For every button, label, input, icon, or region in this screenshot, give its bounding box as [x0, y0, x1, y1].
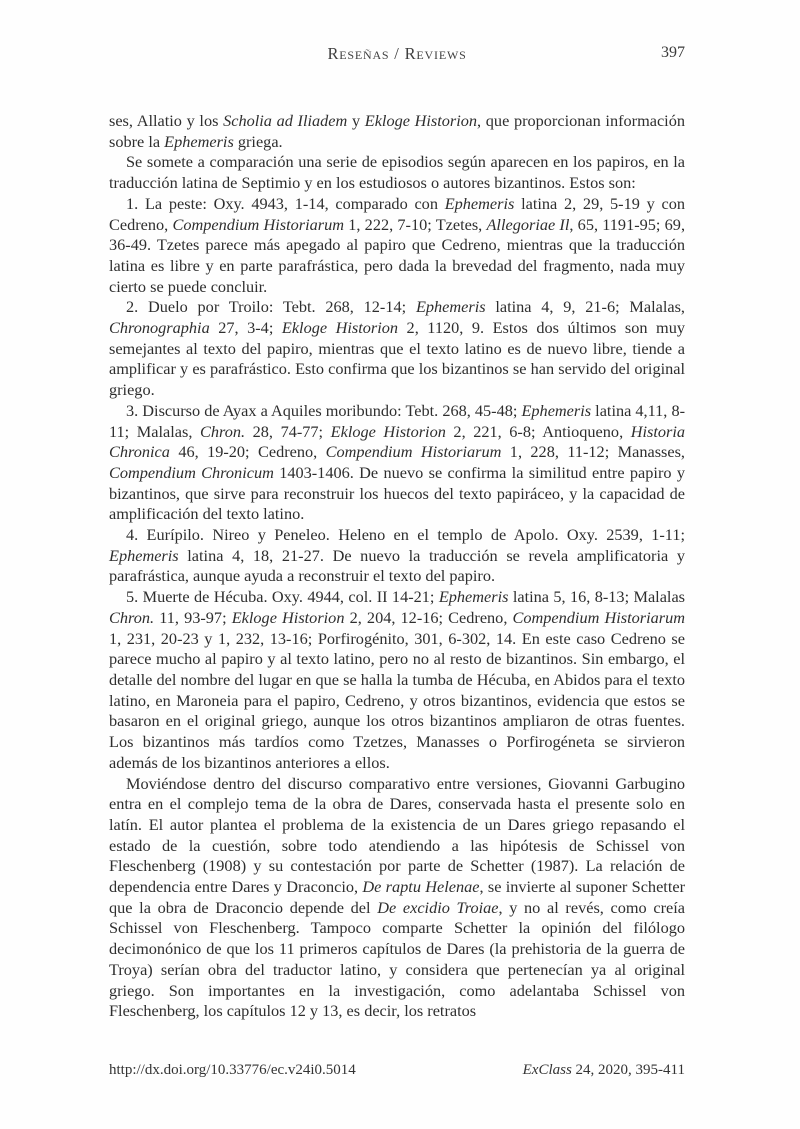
body-paragraph — [109, 401, 685, 525]
plain-text: 27, 3-4; — [209, 318, 282, 338]
body-paragraph — [109, 152, 685, 193]
italic-text: Compendium Chronicum — [109, 462, 274, 482]
italic-text: De excidio Troiae — [377, 897, 499, 917]
italic-text: Ephemeris — [415, 297, 486, 317]
plain-text: griega. — [233, 131, 283, 151]
body-paragraph — [109, 297, 685, 401]
plain-text: 3. Discurso de Ayax a Aquiles moribundo: Tebt. 268, 45-48; — [126, 400, 522, 420]
plain-text: 1, 228, 11-12; Manasses, — [501, 442, 686, 462]
italic-text: Ephemeris — [164, 131, 234, 151]
plain-text: , 65, 1191-95; 69, 36-49. Tzetes parece más apegado al papiro que Cedreno, mientras que la traducción latina es libre y en parte parafrástica, pero dada la brevedad del fragmento, nada muy cierto se puede concluir. — [109, 214, 686, 296]
italic-text: Ekloge Historion — [281, 318, 399, 338]
plain-text: 28, 74-77; — [245, 421, 331, 441]
page-number: 397 — [661, 44, 685, 61]
italic-text: Ekloge Historion — [231, 607, 345, 627]
plain-text: Moviéndose dentro del discurso comparativo entre versiones, Giovanni Garbugino entra en el complejo tema de la obra de Dares, conservada hasta el presente solo en latín. El autor plantea el problema de la existencia de un Dares griego repasando el estado de la cuestión, sobre todo atendiendo a las hipótesis de Schissel von Fleschenberg (1908) y su contestación por parte de Schetter (1987). La relación de dependencia entre Dares y Draconcio, — [109, 773, 685, 897]
plain-text: 1403-1406. De nuevo se confirma la similitud entre papiro y bizantinos, que sirve para reconstruir los huecos del texto papiráceo, y la capacidad de amplificación del texto latino. — [109, 462, 685, 524]
italic-text: Chron. — [109, 607, 155, 627]
journal-name: ExClass — [522, 1062, 572, 1078]
plain-text: 5. Muerte de Hécuba. Oxy. 4944, col. II 14-21; — [126, 587, 439, 607]
italic-text: Compendium Historiarum — [325, 442, 502, 462]
plain-text: 2, 1120, 9. Estos dos últimos son muy semejantes al texto del papiro, mientras que el texto latino es de nuevo libre, tiende a amplificar y es parafrástico. Esto confirma que los bizantinos se han servido del original griego. — [109, 318, 685, 400]
plain-text: latina 4,11, 8-11; Malalas, — [109, 400, 686, 441]
body-paragraph — [109, 111, 685, 152]
body-paragraph — [109, 587, 685, 773]
italic-text: Ephemeris — [438, 587, 509, 607]
body-paragraph — [109, 774, 685, 1022]
plain-text: y — [347, 111, 365, 130]
italic-text: Ephemeris — [521, 400, 592, 420]
italic-text: Ephemeris — [444, 193, 515, 213]
running-head-title: Reseñas / Reviews — [327, 44, 467, 63]
plain-text: , se invierte al suponer Schetter que la obra de Draconcio depende del — [109, 877, 685, 917]
journal-issue-pages: 24, 2020, 395-411 — [571, 1062, 685, 1078]
italic-text: Chronographia — [109, 318, 210, 338]
italic-text: Historia Chronica — [109, 421, 686, 462]
plain-text: 2, 221, 6-8; Antioqueno, — [445, 421, 631, 441]
plain-text: 1, 222, 7-10; Tzetes, — [344, 214, 487, 234]
plain-text: 2. Duelo por Troilo: Tebt. 268, 12-14; — [126, 297, 416, 317]
doi-text: http://dx.doi.org/10.33776/ec.v24i0.5014 — [109, 1062, 356, 1078]
plain-text: latina 4, 9, 21-6; Malalas, — [485, 297, 685, 317]
italic-text: Scholia ad Iliadem — [223, 111, 348, 130]
plain-text: 4. Eurípilo. Nireo y Peneleo. Heleno en el templo de Apolo. Oxy. 2539, 1-11; — [126, 525, 685, 545]
plain-text: latina 5, 16, 8-13; Malalas — [508, 587, 686, 607]
plain-text: , y no al revés, como creía Schissel von Fleschenberg. Tampoco comparte Schetter la opinión del filólogo decimonónico de que los 11 primeros capítulos de Dares (la prehistoria de la guerra de Troya) serían obra del traductor latino, y considera que pertenecían ya al original griego. Son importantes en la investigación, como adelantaba Schissel von Fleschenberg, los capítulos 12 y 13, es decir, los retratos — [109, 897, 685, 1021]
running-head — [109, 44, 685, 64]
body-paragraph — [109, 525, 685, 587]
plain-text: Se somete a comparación una serie de episodios según aparecen en los papiros, en la traducción latina de Septimio y en los estudiosos o autores bizantinos. Estos son: — [109, 152, 685, 193]
italic-text: Compendium Historiarum — [512, 607, 685, 627]
plain-text: , que proporcionan información sobre la — [109, 111, 685, 151]
plain-text: 11, 93-97; — [154, 607, 232, 627]
italic-text: Ekloge Historion — [364, 111, 478, 130]
plain-text: ses, Allatio y los — [109, 111, 224, 130]
italic-text: Compendium Historiarum — [172, 214, 345, 234]
plain-text: 1. La peste: Oxy. 4943, 1-14, comparado con — [126, 193, 445, 213]
plain-text: 1, 231, 20-23 y 1, 232, 13-16; Porfirogénito, 301, 6-302, 14. En este caso Cedreno se parece mucho al papiro y al texto latino, pero no al resto de bizantinos. Sin embargo, el detalle del nombre del lugar en que se halla la tumba de Hécuba, en Abidos para el texto latino, en Maroneia para el papiro, Cedreno, y otros bizantinos, evidencia que estos se basaron en el original griego, aunque los otros bizantinos ampliaron de otras fuentes. Los bizantinos más tardíos como Tzetzes, Manasses o Porfirogéneta se sirvieron además de los bizantinos anteriores a ellos. — [109, 628, 685, 772]
plain-text: 2, 204, 12-16; Cedreno, — [344, 607, 513, 627]
italic-text: De raptu Helenae — [362, 877, 480, 897]
plain-text: latina 2, 29, 5-19 y con Cedreno, — [109, 193, 685, 234]
journal-citation — [523, 1062, 685, 1079]
plain-text: 46, 19-20; Cedreno, — [169, 442, 326, 462]
italic-text: Ephemeris — [109, 545, 179, 565]
page-footer — [109, 1062, 685, 1079]
italic-text: Ekloge Historion — [330, 421, 446, 441]
italic-text: Allegoriae Il — [486, 214, 570, 234]
body-text — [109, 111, 685, 1022]
plain-text: latina 4, 18, 21-27. De nuevo la traducción se revela amplificatoria y parafrástica, aunque ayuda a reconstruir el texto del papiro. — [109, 545, 685, 586]
body-paragraph — [109, 194, 685, 298]
italic-text: Chron. — [199, 421, 246, 441]
